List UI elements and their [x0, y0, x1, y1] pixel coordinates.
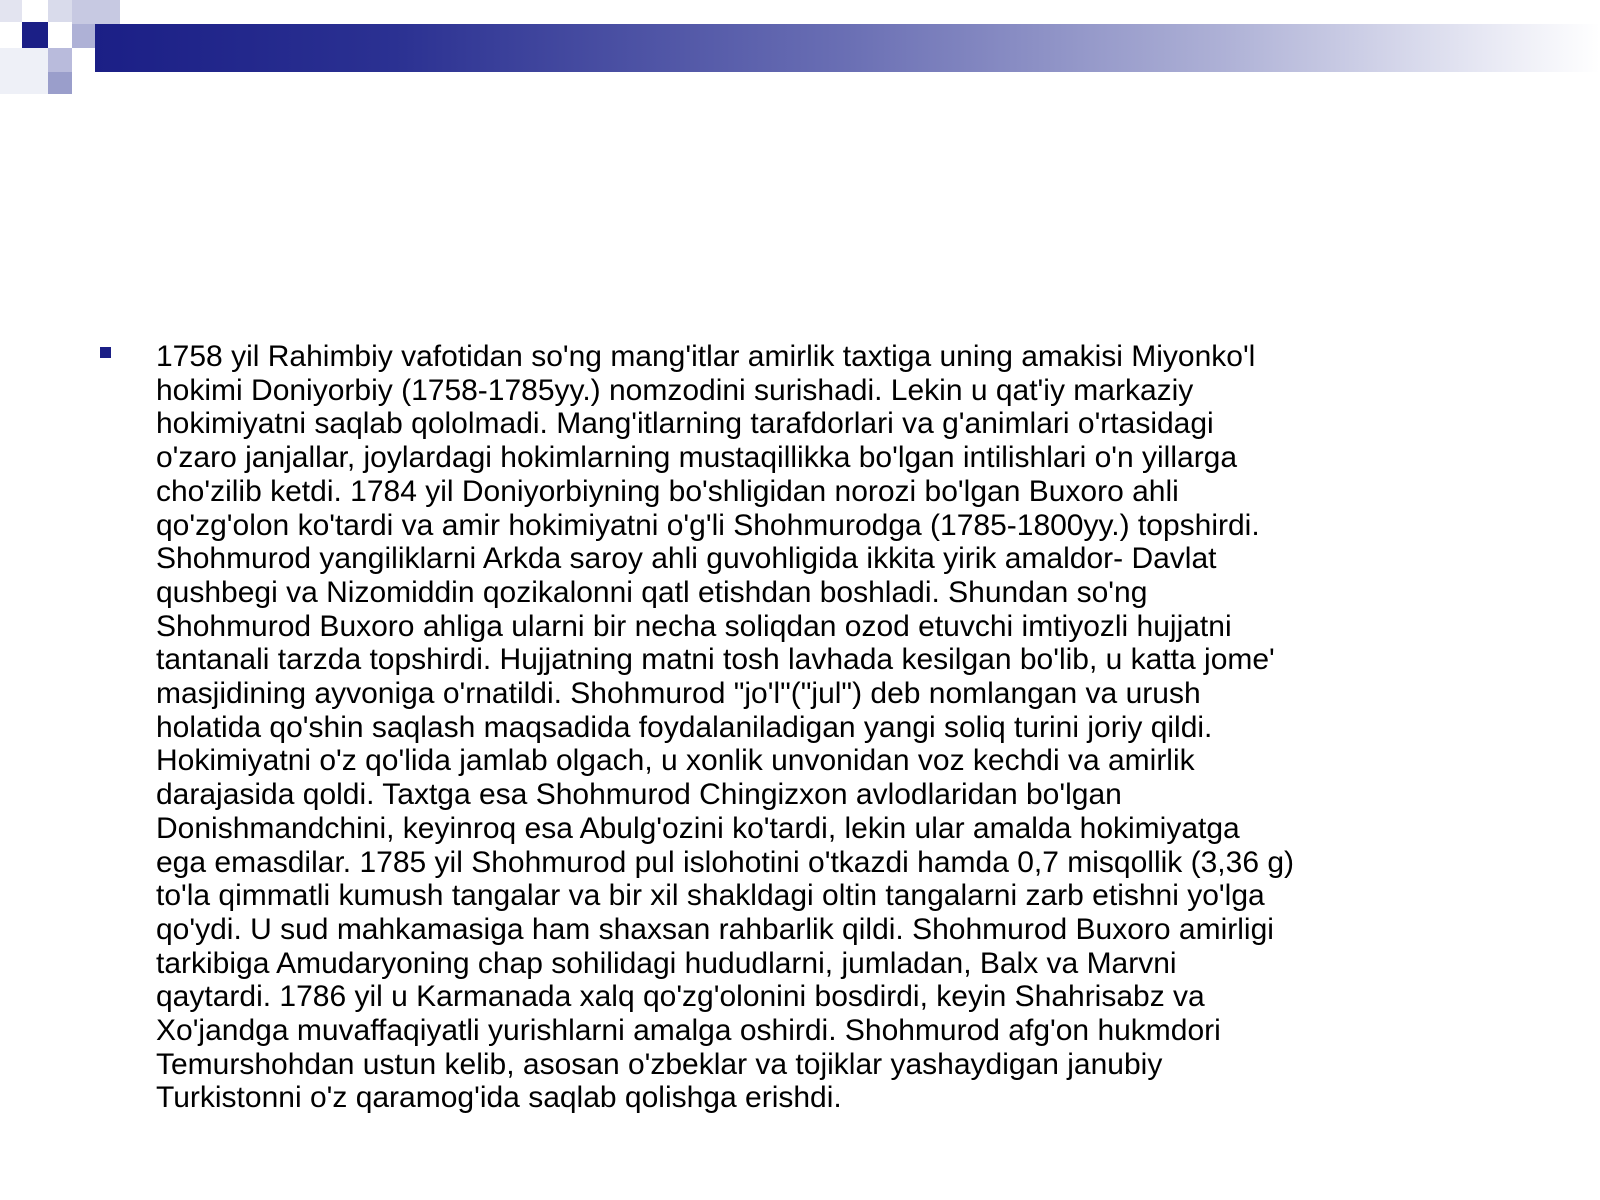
decor-square: [48, 48, 72, 72]
decor-square: [72, 24, 96, 48]
header-gradient-bar: [95, 24, 1600, 72]
decor-square: [22, 22, 48, 48]
decor-square: [72, 0, 120, 24]
decor-square: [0, 0, 22, 22]
decor-square: [0, 48, 48, 94]
square-bullet-icon: [100, 347, 111, 358]
bullet-text: 1758 yil Rahimbiy vafotidan so'ng mang'itlar amirlik taxtiga uning amakisi Miyonko'l hokimi Doniyorbiy (1758-1785yy.) nomzodini surishadi. Lekin u qat'iy markaziy hokimiyatni saqlab qololmadi. Mang'itlarning tarafdorlari va g'animlari o'rtasidagi o'zaro janjallar, joylardagi hokimlarning mustaqillikka bo'lgan intilishlari o'n yillarga cho'zilib ketdi. 1784 yil Doniyorbiyning bo'shligidan norozi bo'lgan Buxoro ahli qo'zg'olon ko'tardi va amir hokimiyatni o'g'li Shohmurodga (1785-1800yy.) topshirdi. Shohmurod yangiliklarni Arkda saroy ahli guvohligida ikkita yirik amaldor- Davlat qushbegi va Nizomiddin qozikalonni qatl etishdan boshladi. Shundan so'ng Shohmurod Buxoro ahliga ularni bir necha soliqdan ozod etuvchi imtiyozli hujjatni tantanali tarzda topshirdi. Hujjatning matni tosh lavhada kesilgan bo'lib, u katta jome' masjidining ayvoniga o'rnatildi. Shohmurod "jo'l"("jul") deb nomlangan va urush holatida qo'shin saqlash maqsadida foydalaniladigan yangi soliq turini joriy qildi. Hokimiyatni o'z qo'lida jamlab olgach, u xonlik unvonidan voz kechdi va amirlik darajasida qoldi. Taxtga esa Shohmurod Chingizxon avlodlaridan bo'lgan Donishmandchini, keyinroq esa Abulg'ozini ko'tardi, lekin ular amalda hokimiyatga ega emasdilar. 1785 yil Shohmurod pul islohotini o'tkazdi hamda 0,7 misqollik (3,36 g) to'la qimmatli kumush tangalar va bir xil shakldagi oltin tangalarni zarb etishni yo'lga qo'ydi. U sud mahkamasiga ham shaxsan rahbarlik qildi. Shohmurod Buxoro amirligi tarkibiga Amudaryoning chap sohilidagi hududlarni, jumladan, Balx va Marvni qaytardi. 1786 yil u Karmanada xalq qo'zg'olonini bosdirdi, keyin Shahrisabz va Xo'jandga muvaffaqiyatli yurishlarni amalga oshirdi. Shohmurod afg'on hukmdori Temurshohdan ustun kelib, asosan o'zbeklar va tojiklar yashaydigan janubiy Turkistonni o'z qaramog'ida saqlab qolishga erishdi.: [156, 340, 1295, 1115]
decor-square: [48, 0, 72, 22]
decor-square: [48, 72, 72, 94]
bullet-item: [100, 340, 1520, 1115]
